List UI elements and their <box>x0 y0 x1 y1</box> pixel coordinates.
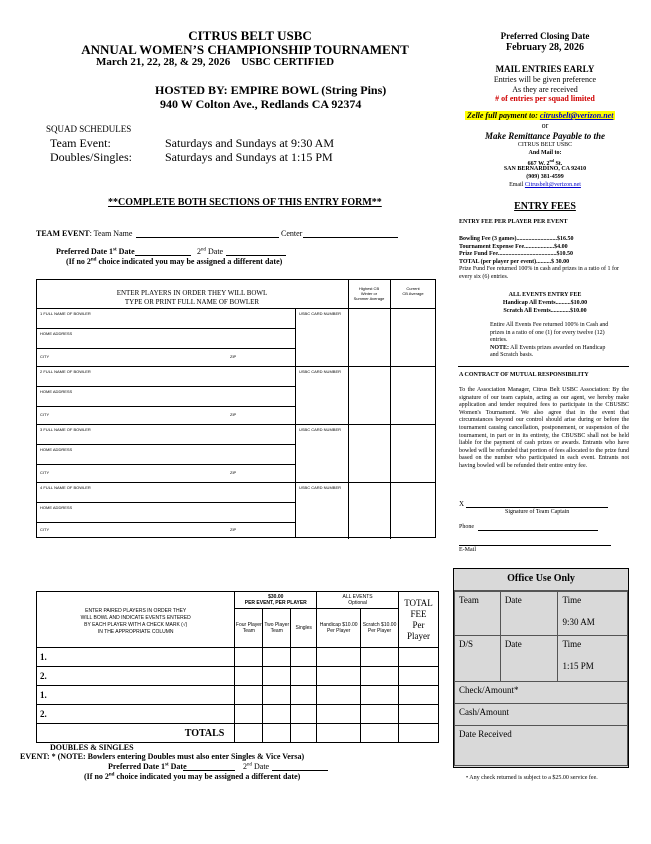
email-label: E-Mail <box>459 547 476 553</box>
zip-label: ZIP <box>230 412 237 417</box>
zelle-email-link[interactable]: citrusbelt@verizon.net <box>539 111 614 120</box>
ds-row[interactable]: 1. <box>37 648 439 667</box>
mail-to-label: And Mail to: <box>528 150 562 156</box>
host-address: 940 W Colton Ave., Redlands CA 92374 <box>160 97 362 111</box>
office-team-label: Team <box>455 592 501 636</box>
mail-email: Email Citrusbelt@verizon.net <box>509 182 581 188</box>
handicap-all-events: Handicap All Events..........$10.00 <box>502 300 588 306</box>
remit-payable: Make Remittance Payable to the <box>485 131 605 141</box>
office-ds-time: Time 1:15 PM <box>558 636 628 682</box>
squad-heading: SQUAD SCHEDULES <box>46 124 132 134</box>
fee-per-player-head: ENTRY FEE PER PLAYER PER EVENT <box>459 219 568 225</box>
phone-label: Phone <box>459 524 474 530</box>
all-events-note: Entire All Events Fee returned 100% in Cash and prizes in a ratio of one (1) for every twelve (12) entries. NOTE: All Events prizes awarded on Handicap and Scratch basis. <box>490 322 609 358</box>
team-name-row <box>36 229 132 238</box>
team-pref2-label: 2nd Date <box>197 247 224 256</box>
player-block <box>37 482 435 538</box>
col-four-player-team: Four Player Team <box>235 609 263 648</box>
office-cash-amount: Cash/Amount <box>455 704 628 726</box>
team-event-label: Team Event: <box>50 136 111 150</box>
or-label: or <box>541 121 549 130</box>
email-field[interactable] <box>459 545 611 546</box>
zip-label: ZIP <box>230 354 237 359</box>
ds-pref1-field[interactable] <box>183 770 235 771</box>
player-block <box>37 366 435 424</box>
office-use-title: Office Use Only <box>454 569 628 591</box>
home-address-label: HOME ADDRESS <box>40 447 73 452</box>
home-address-label: HOME ADDRESS <box>40 331 73 336</box>
signature-x: X <box>459 500 465 508</box>
certified-label: USBC CERTIFIED <box>241 56 335 68</box>
mail-early-line2: As they are received <box>512 85 578 94</box>
office-date-received: Date Received <box>455 726 628 766</box>
home-address-label: HOME ADDRESS <box>40 389 73 394</box>
fee-per-event-head: $30.00 PER EVENT, PER PLAYER <box>235 592 317 609</box>
scratch-all-events: Scratch All Events.............$10.00 <box>503 308 587 314</box>
signature-label: Signature of Team Captain <box>505 509 570 515</box>
contract-text: To the Association Manager, Citrus Belt USBC Association: By the signature of our team captain, acting as our agent, we hereby make application and tender required fees to participate in the CBUSBC Women's Tournament. We also agree that in the event that circumstances beyond our control should arise during or before the tournament causing cancellation, postponement, or suspension of the tournament, in part or in its entirety, the CBUSBC shall not be held liable for the payment of cash prizes or awards. Entrants who have bowled will be refunded that portion of fees allocated to the prize fund based on the number who participated in each event. Entrants not having bowled will be refunded their entire entry fee. <box>459 387 629 469</box>
team-event-time: Saturdays and Sundays at 9:30 AM <box>165 136 334 150</box>
total-fee-head: TOTAL FEE Per Player <box>399 592 439 648</box>
totals-label: TOTALS <box>37 724 235 743</box>
home-address-label: HOME ADDRESS <box>40 505 73 510</box>
doubles-singles-table <box>36 591 439 743</box>
closing-date-label: Preferred Closing Date <box>500 31 590 41</box>
fee-breakdown <box>459 236 629 281</box>
ds-footer-note: EVENT: * (NOTE: Bowlers entering Doubles must also enter Singles & Vice Versa) <box>20 752 305 761</box>
mail-early-title: MAIL ENTRIES EARLY <box>495 64 595 74</box>
player-name-label: 4 FULL NAME OF BOWLER <box>40 485 91 490</box>
contract-title: A CONTRACT OF MUTUAL RESPONSIBILITY <box>459 372 589 378</box>
zip-label: ZIP <box>230 470 237 475</box>
usbc-card-label: USBC CARD NUMBER <box>299 485 342 490</box>
ds-row[interactable]: 1. <box>37 686 439 705</box>
office-check-amount: Check/Amount* <box>455 682 628 704</box>
ds-row[interactable]: 2. <box>37 705 439 724</box>
office-team-date: Date <box>500 592 558 636</box>
fee-line: Bowling Fee (3 games)...........................$16.50 <box>459 236 574 242</box>
office-ds-label: D/S <box>455 636 501 682</box>
ds-time: Saturdays and Sundays at 1:15 PM <box>165 150 333 164</box>
signature-field[interactable] <box>466 507 608 508</box>
city-label: CITY <box>40 354 50 359</box>
col-highest-average: Highest CB Winter or Summer Average <box>353 286 385 301</box>
mail-city: SAN BERNARDINO, CA 92410 <box>503 166 587 172</box>
team-entry-grid <box>36 279 436 538</box>
zelle-payment: Zelle full payment to: citrusbelt@verizon.net <box>467 111 614 120</box>
fee-line: Tournament Expense Fee....................$4.00 <box>459 243 568 250</box>
office-ds-date: Date <box>500 636 558 682</box>
fee-line: TOTAL (per player per event)..........$ 30.00 <box>459 258 570 265</box>
player-name-label: 1 FULL NAME OF BOWLER <box>40 311 91 316</box>
zip-label: ZIP <box>230 527 237 532</box>
contact-email-link[interactable]: Citrusbelt@verizon.net <box>524 182 581 188</box>
ds-row[interactable]: 2. <box>37 667 439 686</box>
complete-note: **COMPLETE BOTH SECTIONS OF THIS ENTRY FORM** <box>108 197 382 208</box>
col-current-average: Current CB Average <box>402 286 424 296</box>
ds-instructions: ENTER PAIRED PLAYERS IN ORDER THEY WILL BOWL AND INDICATE EVENTS ENTERED BY EACH PLAYER WITH A CHECK MARK (√) IN THE APPROPRIATE COLUMN <box>37 592 235 648</box>
mail-early-line1: Entries will be given preference <box>493 75 597 84</box>
hosted-by: HOSTED BY: EMPIRE BOWL (String Pins) <box>155 83 387 97</box>
remit-org: CITRUS BELT USBC <box>517 142 573 148</box>
col-singles: Singles <box>291 609 317 648</box>
city-label: CITY <box>40 470 50 475</box>
usbc-card-label: USBC CARD NUMBER <box>299 427 342 432</box>
office-use-box <box>453 568 629 768</box>
entry-fees-title: ENTRY FEES <box>514 201 576 212</box>
col-handicap: Handicap $10.00 Per Player <box>317 609 361 648</box>
player-name-label: 3 FULL NAME OF BOWLER <box>40 427 91 432</box>
closing-date: February 28, 2026 <box>505 42 585 53</box>
team-pref2-field[interactable] <box>226 255 286 256</box>
office-team-time: Time 9:30 AM <box>558 592 628 636</box>
player-name-label: 2 FULL NAME OF BOWLER <box>40 369 91 374</box>
returned-check-note: • Any check returned is subject to a $25.00 service fee. <box>466 775 598 781</box>
entries-limited: # of entries per squad limited <box>495 94 595 103</box>
mail-street: 667 W. 2nd St. <box>527 158 563 167</box>
player-block <box>37 308 435 366</box>
org-title: CITRUS BELT USBC <box>188 28 312 43</box>
mail-phone: (909) 381-4599 <box>526 174 564 180</box>
fee-line: Prize Fund Fee.......................................$10.50 <box>459 251 573 257</box>
center-label: Center <box>281 229 303 238</box>
ds-pref-date-row: Preferred Date 1st Date <box>108 762 187 771</box>
ds-pref2-label: 2nd Date <box>243 762 270 771</box>
usbc-card-label: USBC CARD NUMBER <box>299 311 342 316</box>
ds-pref2-field[interactable] <box>272 770 328 771</box>
phone-field[interactable] <box>478 530 598 531</box>
all-events-head: ALL EVENTS Optional <box>317 592 399 609</box>
team-grid-instructions: ENTER PLAYERS IN ORDER THEY WILL BOWL TYPE OR PRINT FULL NAME OF BOWLER <box>116 289 268 306</box>
col-two-player-team: Two Player Team <box>263 609 291 648</box>
team-name-field[interactable] <box>136 237 279 238</box>
team-name-label: : Team Name <box>89 229 133 238</box>
totals-row <box>37 724 439 743</box>
usbc-card-label: USBC CARD NUMBER <box>299 369 342 374</box>
team-pref-date-row: Preferred Date 1st Date <box>56 247 135 256</box>
center-field[interactable] <box>303 237 398 238</box>
tournament-dates: March 21, 22, 28, & 29, 2026 USBC CERTIFIED <box>96 56 335 68</box>
ds-footer-title: DOUBLES & SINGLES <box>50 743 134 752</box>
team-pref1-field[interactable] <box>135 255 191 256</box>
city-label: CITY <box>40 412 50 417</box>
player-block <box>37 424 435 482</box>
col-scratch: Scratch $10.00 Per Player <box>361 609 399 648</box>
city-label: CITY <box>40 527 50 532</box>
team-event-heading: TEAM EVENT <box>36 229 90 238</box>
tournament-title: ANNUAL WOMEN’S CHAMPIONSHIP TOURNAMENT <box>81 42 409 57</box>
team-no-second-note: (If no 2nd choice indicated you may be assigned a different date) <box>66 257 283 266</box>
ds-no-second-note: (If no 2nd choice indicated you may be assigned a different date) <box>84 772 301 781</box>
prize-fund-note: Prize Fund Fee returned 100% in cash and prizes in a ratio of 1 for every six (6) entries. <box>459 266 619 280</box>
ds-label: Doubles/Singles: <box>50 150 133 164</box>
all-events-fee-title: ALL EVENTS ENTRY FEE <box>508 292 582 298</box>
